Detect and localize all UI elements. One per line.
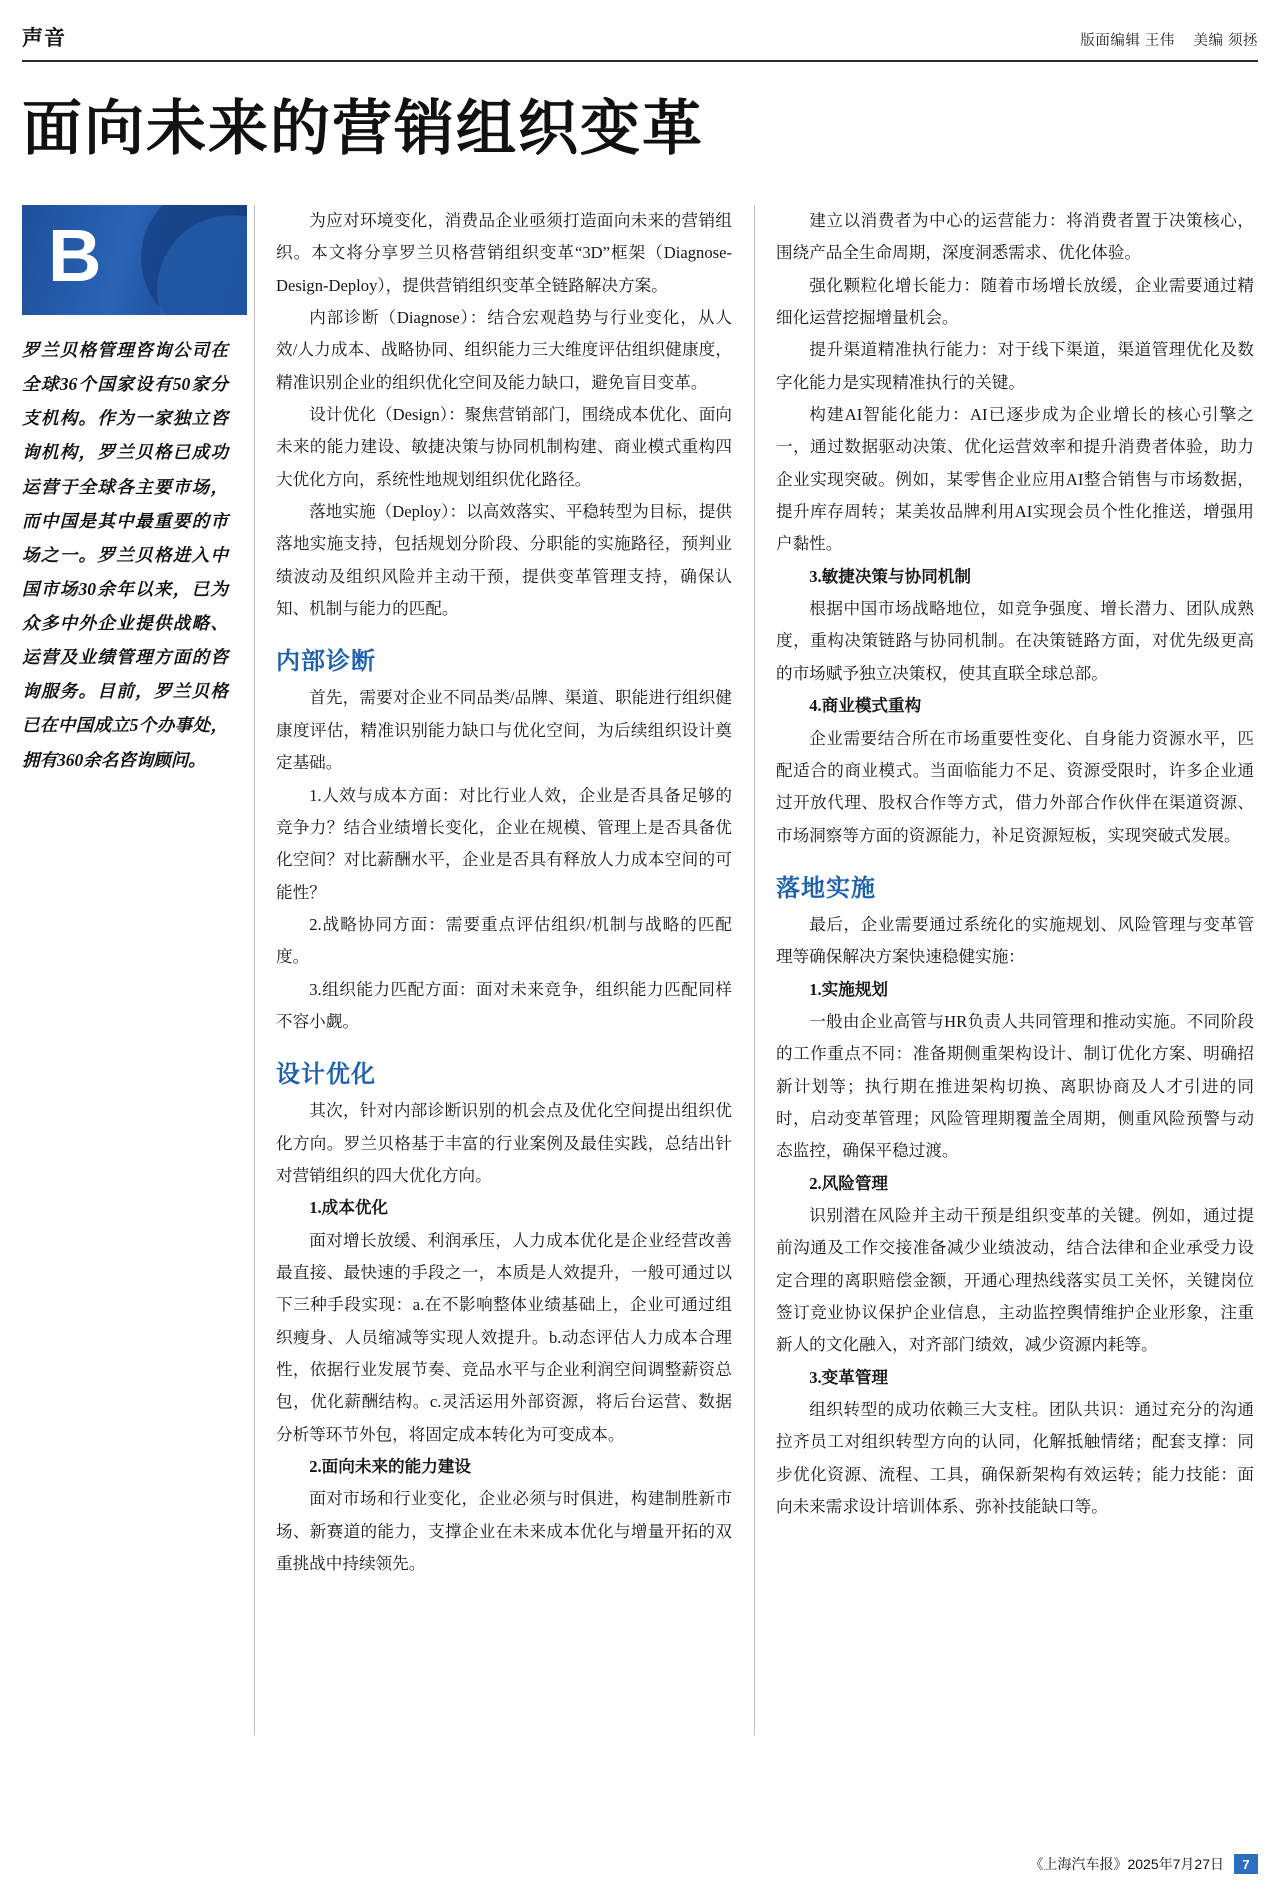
- article-columns: [22, 205, 1258, 1580]
- section-label: 声音: [22, 27, 66, 50]
- heading-deployment: 落地实施: [776, 874, 876, 902]
- page-title: 面向未来的营销组织变革: [22, 95, 704, 162]
- capability-granular-growth: 强化颗粒化增长能力：随着市场增长放缓，企业需要通过精细化运营挖掘增量机会。: [776, 275, 1254, 328]
- design-point-4-title: 4.商业模式重构: [809, 696, 922, 716]
- capability-ai-intelligence: 构建AI智能化能力：AI已逐步成为企业增长的核心引擎之一，通过数据驱动决策、优化运营效率和提升消费者体验，助力企业实现突破。例如，某零售企业应用AI整合销售与市场数据，提升库存周转；某美妆品牌利用AI实现会员个性化推送，增强用户黏性。: [776, 405, 1254, 554]
- intro-paragraph: 为应对环境变化，消费品企业亟须打造面向未来的营销组织。本文将分享罗兰贝格营销组织变革“3D”框架（Diagnose-Design-Deploy），提供营销组织变革全链路解决方案。: [276, 211, 732, 295]
- diagnosis-point-2: 2.战略协同方面：需要重点评估组织/机制与战略的匹配度。: [276, 914, 732, 967]
- design-point-2-body: 面对市场和行业变化，企业必须与时俱进，构建制胜新市场、新赛道的能力，支撑企业在未来成本优化与增量开拓的双重挑战中持续领先。: [276, 1489, 732, 1574]
- right-column: [754, 205, 1254, 1580]
- heading-design-optimization: 设计优化: [276, 1061, 376, 1089]
- logo-letter: B: [48, 214, 100, 297]
- deploy-definition: 落地实施（Deploy）：以高效落实、平稳转型为目标，提供落地实施支持，包括规划分阶段、分职能的实施路径，预判业绩波动及组织风险并主动干预，提供变革管理支持，确保认知、机制与能力的匹配。: [276, 502, 732, 619]
- deployment-point-2-title: 2.风险管理: [809, 1173, 889, 1193]
- sidebar-column: [22, 205, 254, 1580]
- deployment-point-3-title: 3.变革管理: [809, 1367, 889, 1387]
- design-point-3-body: 根据中国市场战略地位，如竞争强度、增长潜力、团队成熟度，重构决策链路与协同机制。在决策链路方面，对优先级更高的市场赋予独立决策权，使其直联全球总部。: [776, 599, 1254, 683]
- diagnosis-point-1: 1.人效与成本方面：对比行业人效，企业是否具备足够的竞争力？结合业绩增长变化，企业在规模、管理上是否具备优化空间？对比薪酬水平，企业是否具有释放人力成本空间的可能性？: [276, 785, 732, 902]
- sidebar-lead-text: 罗兰贝格管理咨询公司在全球36个国家设有50家分支机构。作为一家独立咨询机构，罗兰贝格已成功运营于全球各主要市场，而中国是其中最重要的市场之一。罗兰贝格进入中国市场30余年以来，已为众多中外企业提供战略、运营及业绩管理方面的咨询服务。目前，罗兰贝格已在中国成立5个办事处，拥有360余名咨询顾问。: [22, 340, 228, 770]
- design-point-4-body: 企业需要结合所在市场重要性变化、自身能力资源水平，匹配适合的商业模式。当面临能力不足、资源受限时，许多企业通过开放代理、股权合作等方式，借力外部合作伙伴在渠道资源、市场洞察等方面的资源能力，补足资源短板，实现突破式发展。: [776, 728, 1254, 845]
- capability-channel-execution: 提升渠道精准执行能力：对于线下渠道，渠道管理优化及数字化能力是实现精准执行的关键。: [776, 340, 1254, 392]
- diagnose-definition: 内部诊断（Diagnose）：结合宏观趋势与行业变化，从人效/人力成本、战略协同、组织能力三大维度评估组织健康度，精准识别企业的组织优化空间及能力缺口，避免盲目变革。: [276, 308, 732, 392]
- column-divider-1: [254, 205, 255, 1735]
- deployment-point-1-body: 一般由企业高管与HR负责人共同管理和推动实施。不同阶段的工作重点不同：准备期侧重架构设计、制订优化方案、明确招新计划等；执行期在推进架构切换、离职协商及人才引进的同时，启动变革管理；风险管理期覆盖全周期，侧重风险预警与动态监控，确保平稳过渡。: [776, 1011, 1254, 1161]
- deployment-lead: 最后，企业需要通过系统化的实施规划、风险管理与变革管理等确保解决方案快速稳健实施：: [776, 914, 1254, 967]
- design-definition: 设计优化（Design）：聚焦营销部门，围绕成本优化、面向未来的能力建设、敏捷决策与协同机制构建、商业模式重构四大优化方向，系统性地规划组织优化路径。: [276, 405, 732, 489]
- diagnosis-point-3: 3.组织能力匹配方面：面对未来竞争，组织能力匹配同样不容小觑。: [276, 979, 732, 1031]
- design-point-2-title: 2.面向未来的能力建设: [309, 1457, 471, 1477]
- page-header: [22, 0, 1258, 62]
- page-footer: [1029, 1854, 1258, 1874]
- deployment-point-2-body: 识别潜在风险并主动干预是组织变革的关键。例如，通过提前沟通及工作交接准备减少业绩波动，结合法律和企业承受力设定合理的离职赔偿金额，开通心理热线落实员工关怀，关键岗位签订竞业协议保护企业信息，主动监控舆情维护企业形象，注重新人的文化融入，对齐部门绩效，减少资源内耗等。: [776, 1205, 1254, 1355]
- design-lead: 其次，针对内部诊断识别的机会点及优化空间提出组织优化方向。罗兰贝格基于丰富的行业案例及最佳实践，总结出针对营销组织的四大优化方向。: [276, 1101, 732, 1185]
- capability-consumer-centric: 建立以消费者为中心的运营能力：将消费者置于决策核心，围绕产品全生命周期，深度洞悉需求、优化体验。: [776, 211, 1254, 263]
- publication-info: 《上海汽车报》2025年7月27日: [1029, 1856, 1224, 1872]
- heading-internal-diagnosis: 内部诊断: [276, 648, 376, 676]
- editor-credits: [1080, 29, 1258, 52]
- design-point-3-title: 3.敏捷决策与协同机制: [809, 566, 971, 586]
- credit-editor: 版面编辑 王伟: [1080, 33, 1175, 49]
- middle-column: [254, 205, 754, 1580]
- design-point-1-title: 1.成本优化: [309, 1198, 389, 1218]
- deployment-point-1-title: 1.实施规划: [809, 979, 889, 999]
- design-point-1-body: 面对增长放缓、利润承压，人力成本优化是企业经营改善最直接、最快速的手段之一，本质是人效提升，一般可通过以下三种手段实现：a.在不影响整体业绩基础上，企业可通过组织瘦身、人员缩减等实现人效提升。b.动态评估人力成本合理性，依据行业发展节奏、竞品水平与企业利润空间调整薪资总包，优化薪酬结构。c.灵活运用外部资源，将后台运营、数据分析等环节外包，将固定成本转化为可变成本。: [276, 1230, 732, 1444]
- column-divider-2: [754, 205, 755, 1735]
- roland-berger-logo: [22, 205, 247, 315]
- credit-designer: 美编 须拯: [1193, 33, 1258, 49]
- deployment-point-3-body: 组织转型的成功依赖三大支柱。团队共识：通过充分的沟通拉齐员工对组织转型方向的认同，化解抵触情绪；配套支撑：同步优化资源、流程、工具，确保新架构有效运转；能力技能：面向未来需求设计培训体系、弥补技能缺口等。: [776, 1400, 1254, 1517]
- page-number: 7: [1234, 1854, 1258, 1874]
- diagnosis-lead: 首先，需要对企业不同品类/品牌、渠道、职能进行组织健康度评估，精准识别能力缺口与优化空间，为后续组织设计奠定基础。: [276, 688, 732, 773]
